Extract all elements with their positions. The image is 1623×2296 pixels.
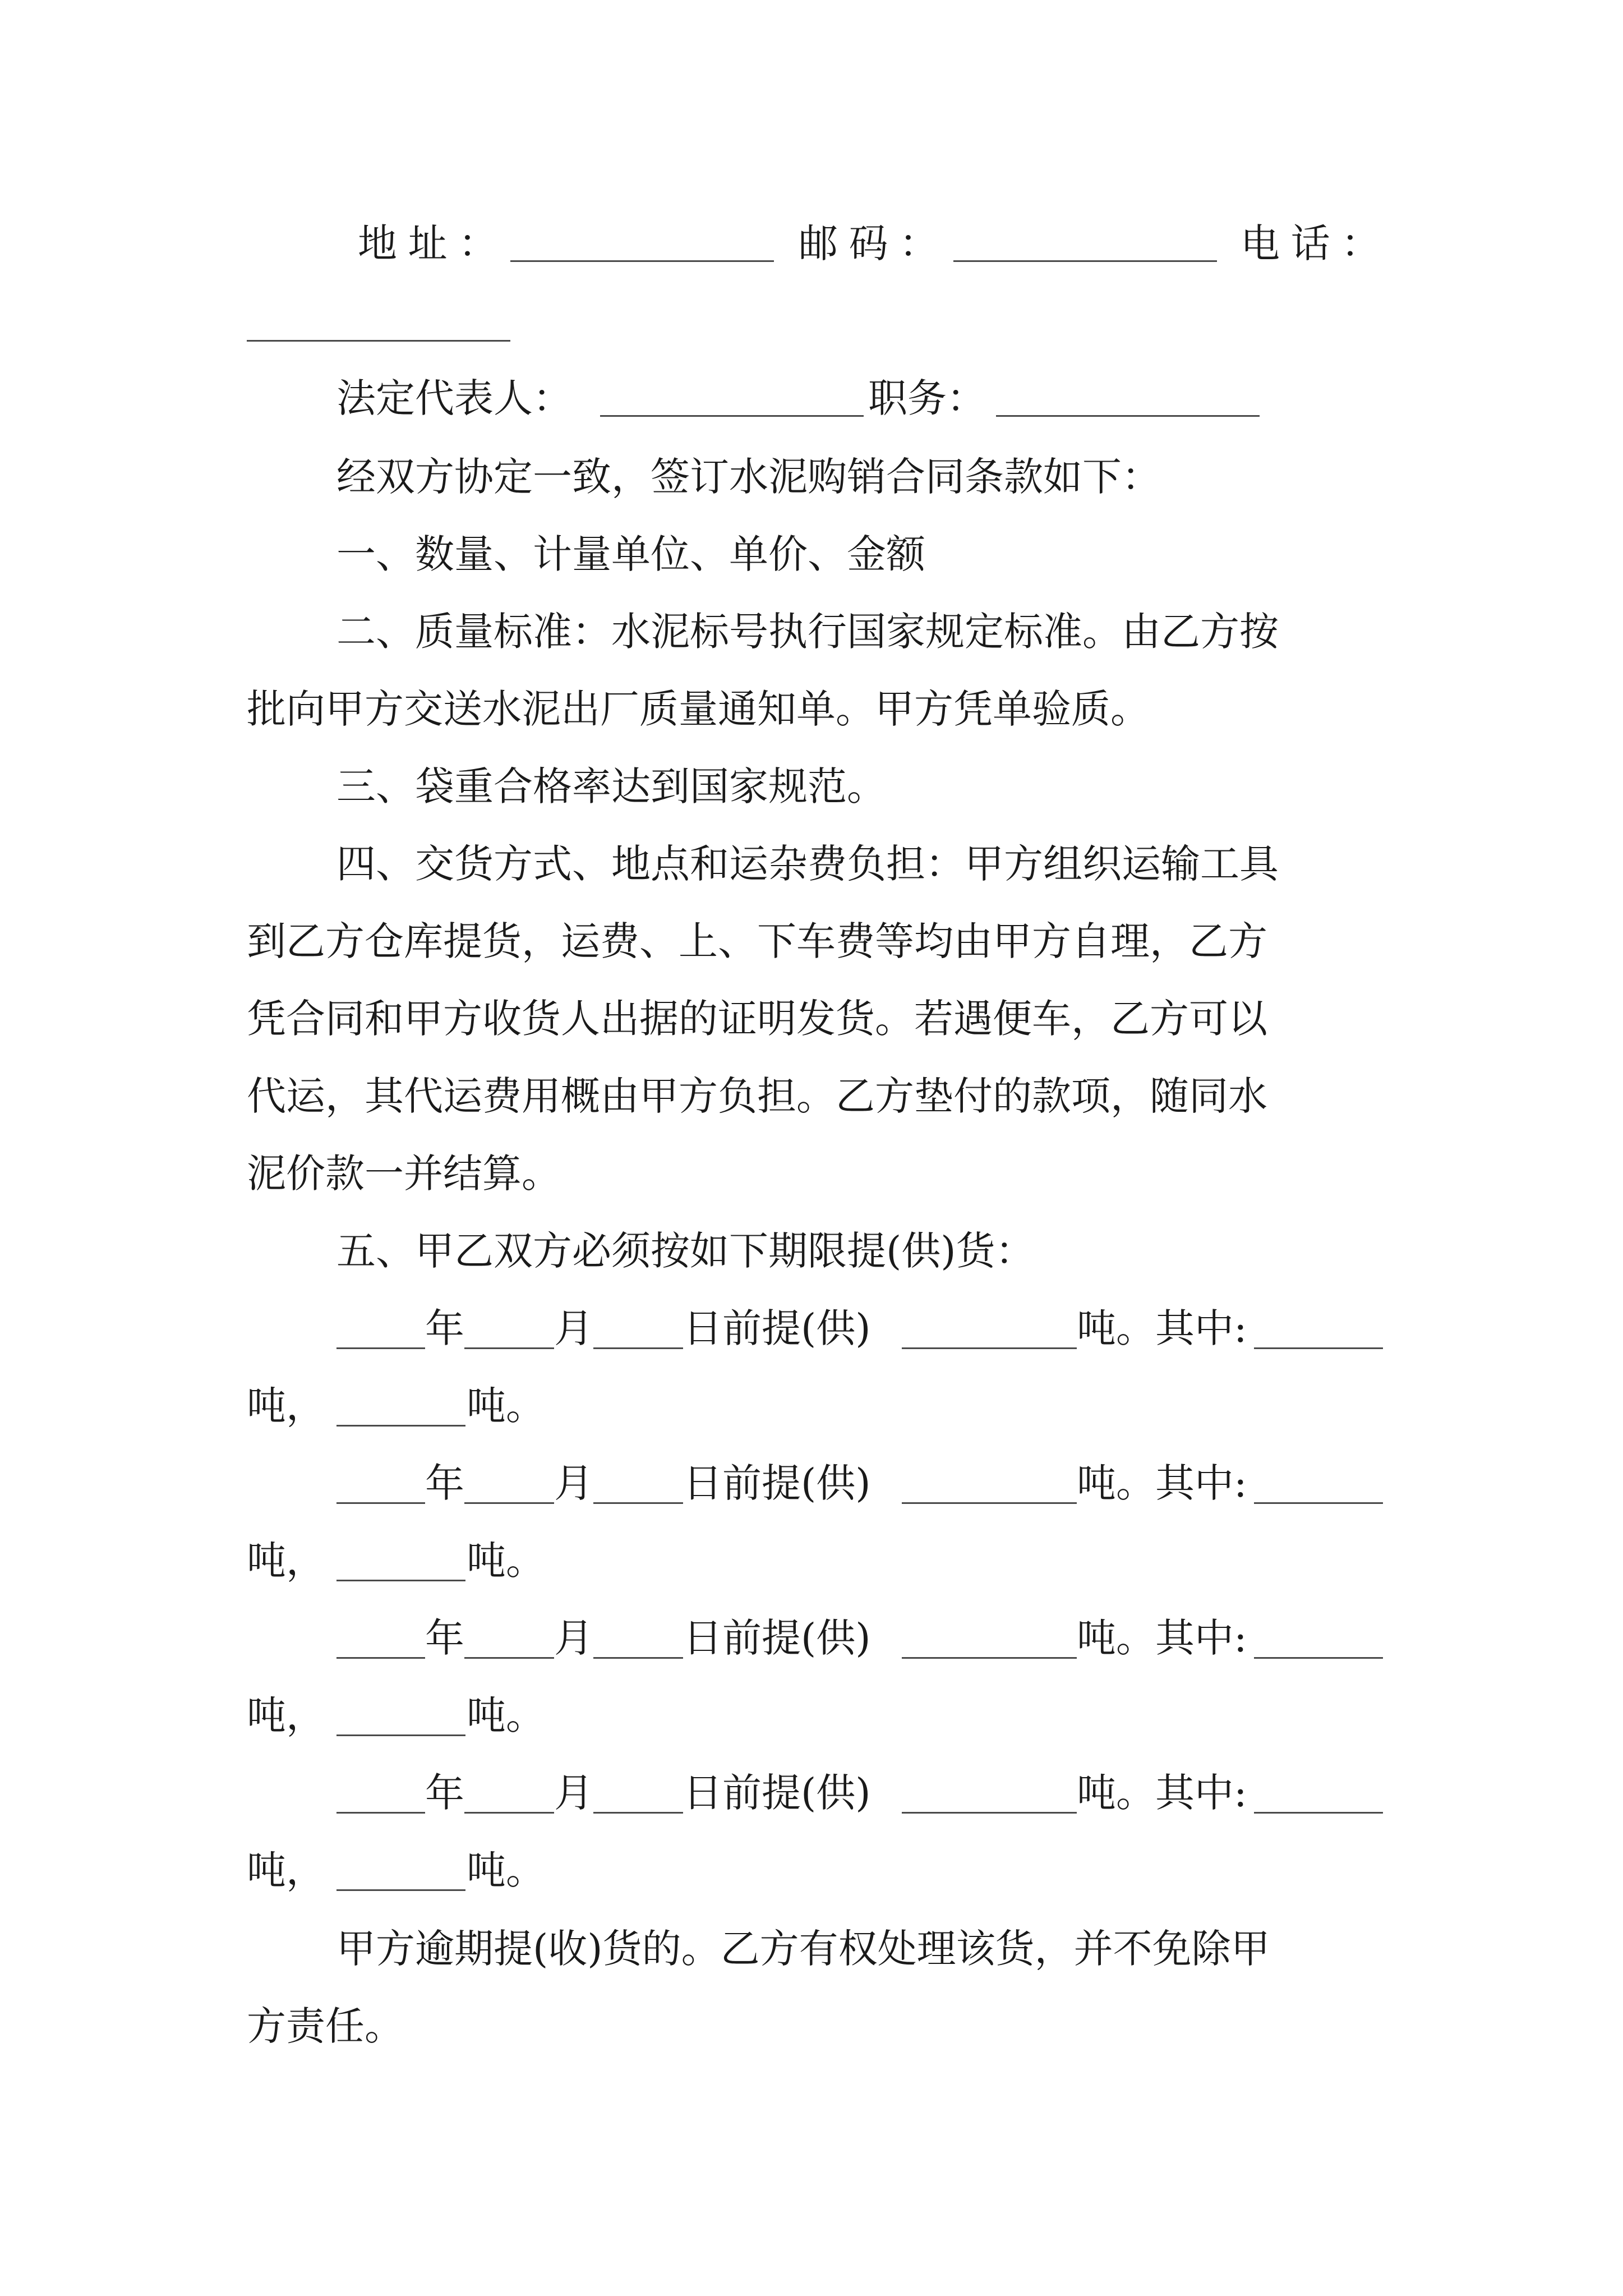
clause-2-line-2	[0, 670, 1623, 748]
position-label: 职务：	[868, 375, 986, 421]
year-label: 年	[425, 1305, 464, 1351]
day-before-label: 日前提(供)	[683, 1305, 871, 1351]
ton-end-label: 吨。	[467, 1383, 545, 1429]
tons-part-2-blank	[336, 1580, 465, 1581]
month-blank	[464, 1657, 554, 1659]
ton-among-label: 吨。其中:	[1077, 1305, 1247, 1351]
year-blank	[336, 1347, 425, 1349]
address-label: 地址：	[358, 220, 509, 266]
schedule-row	[0, 1754, 1623, 1832]
final-text-1: 甲方逾期提(收)货的。乙方有权处理该货，并不免除甲	[336, 1926, 1270, 1972]
postcode-blank	[953, 260, 1217, 262]
clause-5	[0, 1212, 1623, 1290]
legal-rep-blank	[600, 415, 864, 417]
clause-4-line-5	[0, 1134, 1623, 1213]
month-label: 月	[554, 1305, 593, 1351]
month-blank	[464, 1812, 554, 1814]
clause-4-text-1: 四、交货方式、地点和运杂费负担：甲方组织运输工具	[336, 841, 1279, 887]
ton-among-label: 吨。其中:	[1077, 1615, 1247, 1661]
clause-4-line-2	[0, 902, 1623, 981]
ton-end-label: 吨。	[467, 1847, 545, 1893]
clause-2-line-1	[0, 592, 1623, 671]
clause-4-text-4: 代运，其代运费用概由甲方负担。乙方垫付的款项，随同水	[247, 1073, 1267, 1119]
schedule-row	[0, 1444, 1623, 1522]
ton-end-label: 吨。	[467, 1538, 545, 1584]
final-text-2: 方责任。	[247, 2003, 404, 2049]
position-blank	[996, 415, 1260, 417]
year-blank	[336, 1657, 425, 1659]
schedule-row-continuation	[0, 1366, 1623, 1445]
phone-continuation-line	[0, 292, 1623, 370]
day-before-label: 日前提(供)	[683, 1460, 871, 1506]
month-label: 月	[554, 1460, 593, 1506]
contact-line	[0, 204, 1623, 283]
ton-comma-label: 吨，	[247, 1538, 325, 1584]
schedule-row	[0, 1599, 1623, 1677]
year-label: 年	[425, 1460, 464, 1506]
ton-end-label: 吨。	[467, 1692, 545, 1738]
schedule-row-continuation	[0, 1521, 1623, 1600]
clause-4-line-3	[0, 979, 1623, 1058]
year-label: 年	[425, 1615, 464, 1661]
year-label: 年	[425, 1770, 464, 1816]
month-blank	[464, 1502, 554, 1504]
clause-2-text-2: 批向甲方交送水泥出厂质量通知单。甲方凭单验质。	[247, 686, 1150, 732]
clause-3-text: 三、袋重合格率达到国家规范。	[336, 763, 886, 809]
tons-part-1-blank	[1254, 1502, 1383, 1504]
year-blank	[336, 1812, 425, 1814]
day-blank	[593, 1657, 683, 1659]
ton-among-label: 吨。其中:	[1077, 1460, 1247, 1506]
day-before-label: 日前提(供)	[683, 1770, 871, 1816]
clause-2-text-1: 二、质量标准：水泥标号执行国家规定标准。由乙方按	[336, 609, 1279, 655]
postcode-label: 邮码：	[799, 220, 949, 266]
month-label: 月	[554, 1770, 593, 1816]
clause-4-text-5: 泥价款一并结算。	[247, 1151, 561, 1197]
legal-rep-label: 法定代表人：	[336, 375, 572, 421]
ton-among-label: 吨。其中:	[1077, 1770, 1247, 1816]
clause-3	[0, 747, 1623, 826]
tons-part-1-blank	[1254, 1657, 1383, 1659]
final-line-2	[0, 1987, 1623, 2065]
clause-4-line-1	[0, 825, 1623, 903]
clause-5-text: 五、甲乙双方必须按如下期限提(供)货：	[336, 1228, 1035, 1274]
day-blank	[593, 1812, 683, 1814]
tons-part-2-blank	[336, 1734, 465, 1736]
ton-comma-label: 吨，	[247, 1383, 325, 1429]
ton-comma-label: 吨，	[247, 1692, 325, 1738]
total-tons-blank	[902, 1347, 1077, 1349]
phone-blank	[247, 340, 510, 342]
month-label: 月	[554, 1615, 593, 1661]
clause-4-text-3: 凭合同和甲方收货人出据的证明发货。若遇便车，乙方可以	[247, 996, 1267, 1042]
clause-4-text-2: 到乙方仓库提货，运费、上、下车费等均由甲方自理，乙方	[247, 918, 1267, 964]
ton-comma-label: 吨，	[247, 1847, 325, 1893]
year-blank	[336, 1502, 425, 1504]
address-blank	[510, 260, 774, 262]
total-tons-blank	[902, 1502, 1077, 1504]
clause-1	[0, 515, 1623, 593]
tons-part-2-blank	[336, 1425, 465, 1427]
schedule-row-continuation	[0, 1676, 1623, 1755]
tons-part-2-blank	[336, 1889, 465, 1891]
schedule-row	[0, 1289, 1623, 1368]
total-tons-blank	[902, 1657, 1077, 1659]
day-before-label: 日前提(供)	[683, 1615, 871, 1661]
day-blank	[593, 1347, 683, 1349]
schedule-row-continuation	[0, 1831, 1623, 1910]
month-blank	[464, 1347, 554, 1349]
clause-4-line-4	[0, 1057, 1623, 1135]
day-blank	[593, 1502, 683, 1504]
total-tons-blank	[902, 1812, 1077, 1814]
phone-label: 电话：	[1241, 220, 1391, 266]
legal-rep-line	[0, 359, 1623, 438]
final-line-1	[0, 1910, 1623, 1988]
clause-1-text: 一、数量、计量单位、单价、金额	[336, 531, 925, 577]
tons-part-1-blank	[1254, 1812, 1383, 1814]
tons-part-1-blank	[1254, 1347, 1383, 1349]
intro-line	[0, 438, 1623, 516]
intro-text: 经双方协定一致，签订水泥购销合同条款如下：	[336, 454, 1161, 500]
